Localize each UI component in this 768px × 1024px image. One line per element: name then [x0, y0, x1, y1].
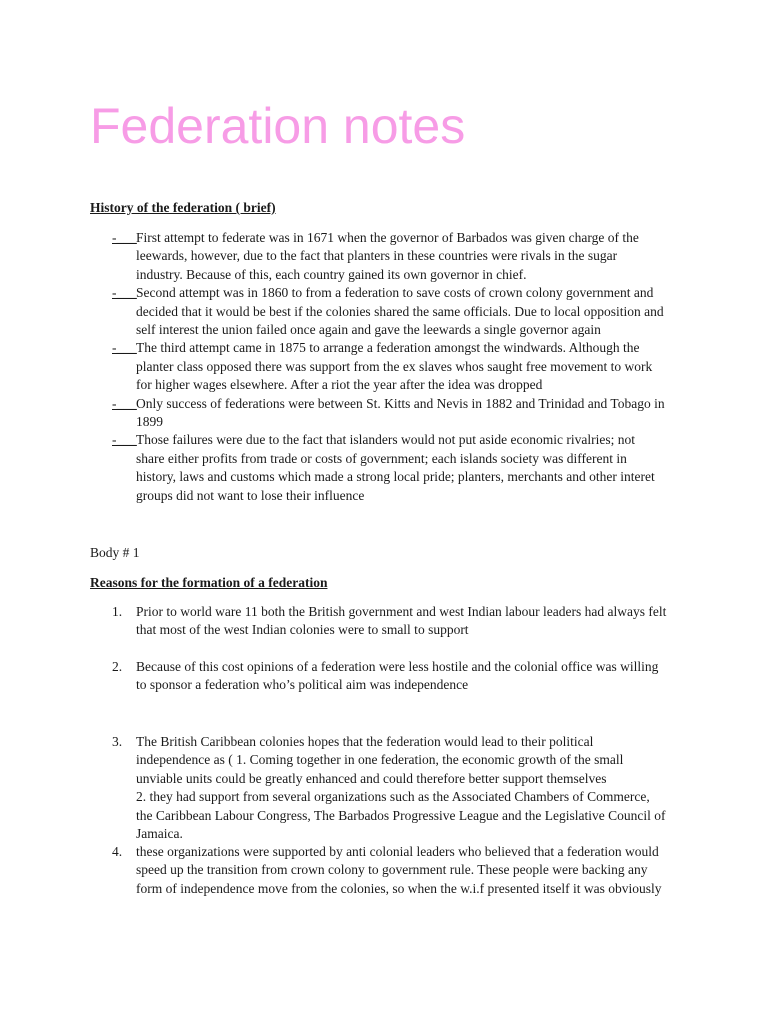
history-item [112, 229, 682, 284]
history-list [112, 229, 682, 505]
reasons-item [112, 843, 682, 898]
text-line: for higher wages elsewhere. After a riot the year after the idea was dropped [136, 377, 543, 393]
text-line: history, laws and customs which made a strong local pride; planters, merchants and other interet [136, 469, 655, 485]
text-line: Jamaica. [136, 826, 183, 842]
text-line: planter class opposed there was support from the ex slaves whos saught free movement to work [136, 358, 653, 374]
text-line: the Caribbean Labour Congress, The Barbados Progressive League and the Legislative Council of [136, 807, 666, 823]
text-line: to sponsor a federation who’s political aim was independence [136, 677, 469, 693]
reasons-item [112, 658, 682, 695]
text-line: independence as ( 1. Coming together in one federation, the economic growth of the small [136, 752, 624, 768]
text-line: 1899 [136, 414, 163, 430]
text-line: The British Caribbean colonies hopes that the federation would lead to their political [136, 734, 594, 749]
history-item [112, 395, 682, 432]
dash-marker: -___ [112, 285, 137, 301]
history-item [112, 431, 682, 505]
text-line: groups did not want to lose their influence [136, 487, 365, 503]
dash-marker: -___ [112, 395, 137, 411]
text-line: unviable units could be greatly enhanced and could therefore better support themselves [136, 770, 607, 786]
reasons-item [112, 733, 682, 843]
list-number: 4. [112, 844, 123, 859]
text-line: form of independence move from the colonies, so when the w.i.f presented itself it was obviously [136, 880, 662, 896]
text-line: First attempt to federate was in 1671 when the governor of Barbados was given charge of the [136, 230, 639, 245]
body-label: Body # 1 [90, 545, 140, 560]
text-line: The third attempt came in 1875 to arrange a federation amongst the windwards. Although the [136, 340, 640, 356]
reasons-item [112, 603, 682, 640]
text-line: share either profits from trade or costs of government; each islands society was different in [136, 450, 627, 466]
reasons-heading: Reasons for the formation of a federation [90, 575, 328, 590]
text-line: Because of this cost opinions of a federation were less hostile and the colonial office was willing [136, 659, 659, 674]
text-line: Second attempt was in 1860 to from a federation to save costs of crown colony government and [136, 285, 654, 301]
list-number: 2. [112, 659, 123, 674]
history-heading: History of the federation ( brief) [90, 200, 276, 215]
text-line: industry. Because of this, each country gained its own governor in chief. [136, 266, 527, 282]
text-line: self interest the union failed once again and gave the leewards a single governor again [136, 322, 601, 338]
list-number: 1. [112, 604, 123, 619]
text-line: leewards, however, due to the fact that planters in these countries were rivals in the sugar [136, 248, 618, 264]
text-line: Only success of federations were between St. Kitts and Nevis in 1882 and Trinidad and Tobago in [136, 395, 665, 411]
text-line: 2. they had support from several organizations such as the Associated Chambers of Commerce, [136, 789, 650, 805]
text-line: Those failures were due to the fact that islanders would not put aside economic rivalries; not [136, 432, 635, 448]
dash-marker: -___ [112, 230, 137, 245]
text-line: speed up the transition from crown colony to government rule. These people were backing any [136, 862, 648, 878]
document-title: Federation notes [90, 98, 466, 154]
history-item [112, 284, 682, 339]
history-item [112, 339, 682, 394]
text-line: Prior to world ware 11 both the British government and west Indian labour leaders had always felt [136, 604, 667, 619]
text-line: these organizations were supported by anti colonial leaders who believed that a federation would [136, 844, 659, 859]
list-number: 3. [112, 734, 123, 749]
dash-marker: -___ [112, 432, 137, 448]
text-line: that most of the west Indian colonies were to small to support [136, 622, 469, 638]
dash-marker: -___ [112, 340, 137, 356]
text-line: decided that it would be best if the colonies shared the same officials. Due to local opposition and [136, 303, 664, 319]
